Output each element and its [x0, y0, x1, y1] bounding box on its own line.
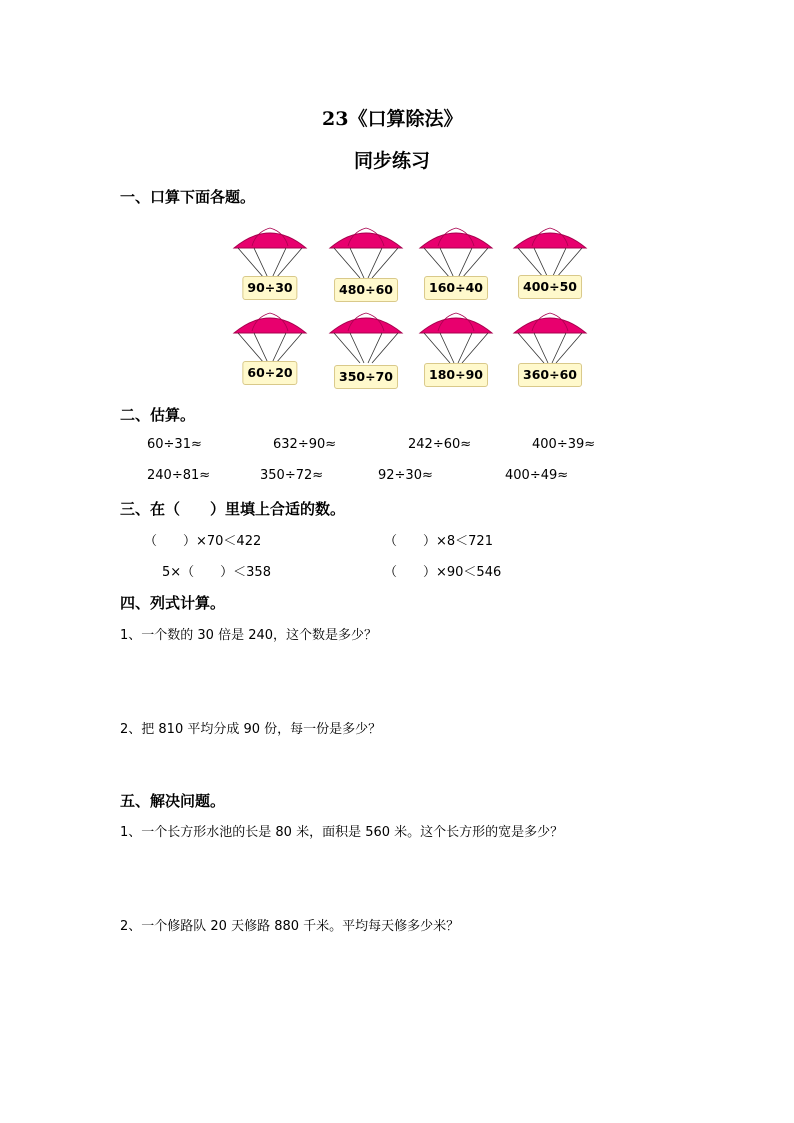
fill-blank-item: （ ）×70＜422	[144, 534, 262, 549]
section4-question-2: 2、把 810 平均分成 90 份，每一份是多少？	[120, 722, 382, 737]
fill-blank-item: （ ）×90＜546	[384, 565, 502, 580]
parachute-problem	[512, 311, 588, 393]
problem-label: 90÷30	[242, 276, 297, 300]
section5-question-2: 2、一个修路队 20 天修路 880 千米。平均每天修多少米？	[120, 919, 460, 934]
section5-heading: 五、解决问题。	[120, 792, 226, 810]
section5-question-1: 1、一个长方形水池的长是 80 米，面积是 560 米。这个长方形的宽是多少？	[120, 825, 564, 840]
parachute-icon	[418, 226, 494, 282]
section2-heading: 二、估算。	[120, 406, 196, 424]
parachute-problem	[328, 311, 404, 393]
problem-label: 400÷50	[518, 275, 582, 299]
parachute-problem	[328, 226, 404, 308]
parachute-icon	[512, 311, 588, 367]
parachute-problem	[232, 311, 308, 393]
parachute-icon	[232, 311, 308, 367]
section3-heading: 三、在（ ）里填上合适的数。	[120, 500, 346, 518]
fill-blank-item: 5×（ ）＜358	[162, 565, 271, 580]
problem-label: 180÷90	[424, 363, 488, 387]
parachute-icon	[418, 311, 494, 367]
estimate-item: 632÷90≈	[273, 437, 337, 452]
parachute-icon	[328, 226, 404, 282]
section1-heading: 一、口算下面各题。	[120, 188, 256, 206]
problem-label: 160÷40	[424, 276, 488, 300]
parachute-icon	[232, 226, 308, 282]
parachute-problem	[232, 226, 308, 308]
parachute-problem	[418, 226, 494, 308]
estimate-item: 60÷31≈	[147, 437, 202, 452]
estimate-item: 400÷49≈	[505, 468, 569, 483]
estimate-item: 242÷60≈	[408, 437, 472, 452]
parachute-problem	[418, 311, 494, 393]
problem-label: 60÷20	[242, 361, 297, 385]
parachute-icon	[512, 226, 588, 282]
problem-label: 360÷60	[518, 363, 582, 387]
estimate-item: 240÷81≈	[147, 468, 211, 483]
estimate-item: 400÷39≈	[532, 437, 596, 452]
page-subtitle: 同步练习	[354, 150, 431, 172]
estimate-item: 350÷72≈	[260, 468, 324, 483]
parachute-problem	[512, 226, 588, 308]
problem-label: 480÷60	[334, 278, 398, 302]
section4-question-1: 1、一个数的 30 倍是 240，这个数是多少？	[120, 628, 378, 643]
fill-blank-item: （ ）×8＜721	[384, 534, 493, 549]
parachute-icon	[328, 311, 404, 367]
page-title: 23《口算除法》	[322, 108, 463, 130]
estimate-item: 92÷30≈	[378, 468, 433, 483]
section4-heading: 四、列式计算。	[120, 594, 226, 612]
problem-label: 350÷70	[334, 365, 398, 389]
